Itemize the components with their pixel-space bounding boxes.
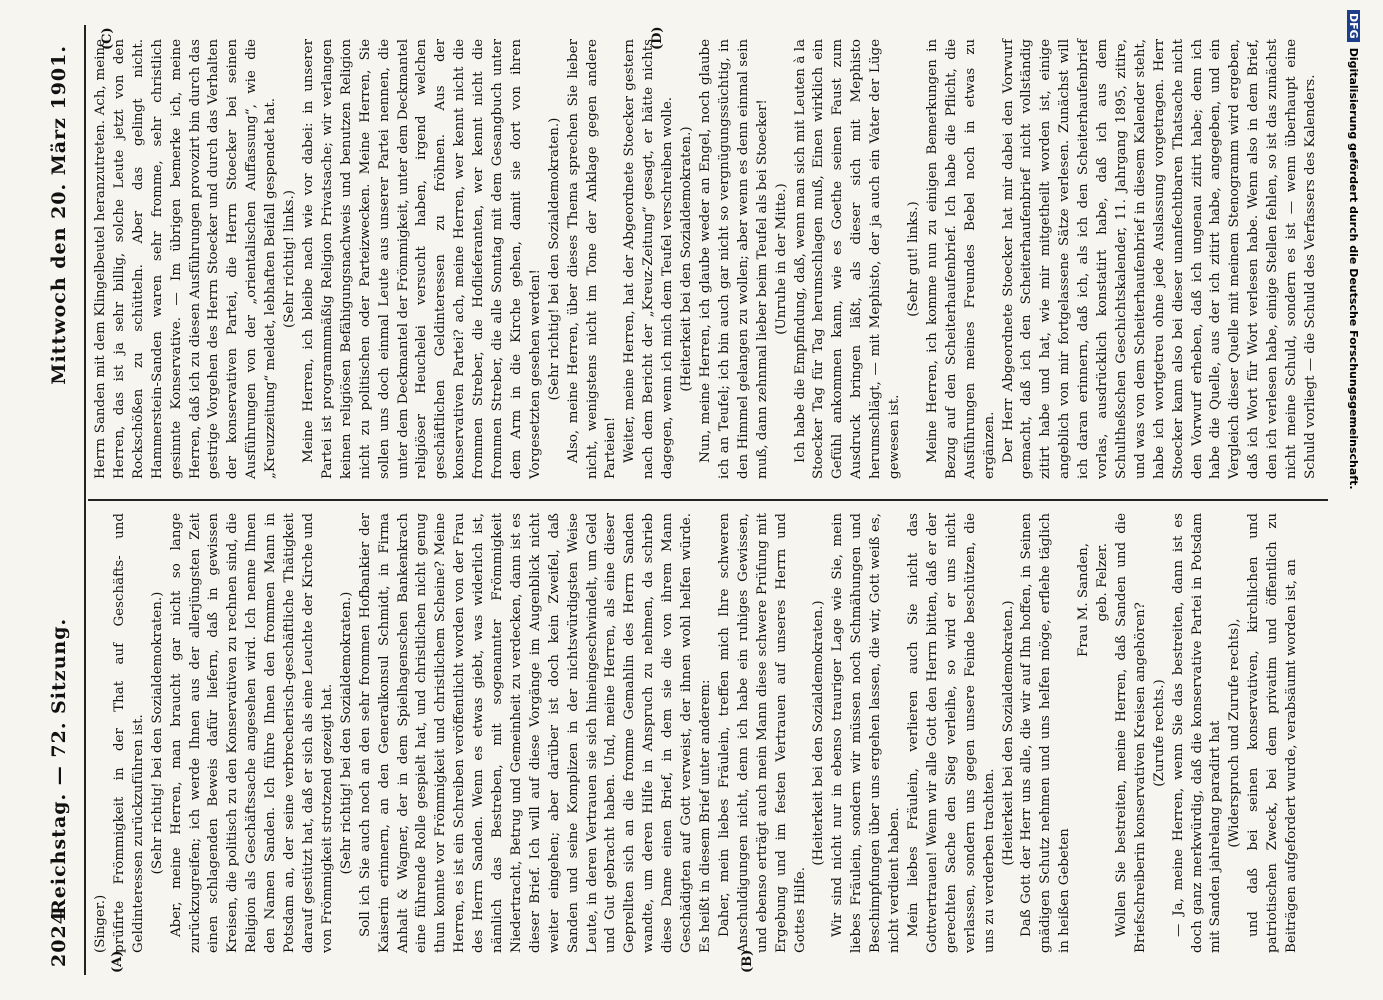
paragraph: — Ja, meine Herren, wenn Sie das bestreiten, dann ist es doch ganz merkwürdig, daß die konservative Partei in Potsdam mit Sanden jahrelang paradirt hat <box>1170 513 1224 953</box>
paragraph: Mein liebes Fräulein, verlieren auch Sie nicht das Gottvertrauen! Wenn wir alle Gott den Herrn bitten, daß er der gerechten Sache den Sieg verleihe, so wird er uns nicht verlassen, sondern uns gegen unsere Feinde beschützen, die uns zu verderben trachten. <box>905 513 997 953</box>
paragraph: Weiter, meine Herren, hat der Abgeordnete Stoecker gestern nach dem Bericht der „Kreuz-Zeitung“ gesagt, er hätte nichts dagegen, wenn ich mich dem Teufel verschreiben wolle. <box>622 39 676 479</box>
left-column <box>92 513 1302 953</box>
credit-text: Digitalisierung gefördert durch die Deutsche Forschungsgemeinschaft. <box>1347 47 1360 490</box>
paragraph: geb. Felzer. <box>1095 543 1111 622</box>
header-date: Mittwoch den 20. März 1901. <box>48 45 70 385</box>
stage-direction: (Sehr richtig! bei den Sozialdemokraten.) <box>338 591 354 875</box>
paragraph: Aber, meine Herren, man braucht gar nicht so lange zurückzugreifen; ich werde Ihnen aus der allerjüngsten Zeit einen schlagenden Beweis dafür liefern, daß in gewissen Kreisen, die politisch zu den Konservativen zu rechnen sind, die Religion als Geschäftssache angesehen wird. Ich nenne Ihnen den Namen Sanden. Ich führe Ihnen den frommen Mann in Potsdam an, der seine verbrecherisch-geschäftliche Thätigkeit darauf gestützt hat, daß er sich als eine Leuchte der Kirche und von Frömmigkeit strotzend gezeigt hat. <box>168 513 335 953</box>
page-number: 2024 <box>48 910 70 967</box>
paragraph: Wir sind nicht nur in ebenso trauriger Lage wie Sie, mein liebes Fräulein, sondern wir müssen noch Schmähungen und Beschimpfungen über uns ergehen lassen, die wir, Gott weiß es, nicht verdient haben. <box>830 513 903 953</box>
paragraph: Also, meine Herren, über dieses Thema sprechen Sie lieber nicht, wenigstens nicht im Tone der Anklage gegen andere Parteien! <box>565 39 619 479</box>
marker-b: (B) <box>740 949 755 973</box>
paragraph: prüfirte Frömmigkeit in der That auf Geschäfts- und Geldinteressen zurückzuführen ist. <box>111 513 146 953</box>
rotated-page-content <box>40 25 1340 975</box>
paragraph: Der Herr Abgeordnete Stoecker hat mir dabei den Vorwurf gemacht, daß ich den Scheiterhaufenbrief nicht vollständig zitirt habe und hat, wie mir mitgetheilt worden ist, einige angeblich von mir fortgelassene Sätze verlesen. Zunächst will ich daran erinnern, daß ich, als ich den Scheiterhaufenbrief vorlas, ausdrücklich konstatirt habe, daß ich aus dem Schultheßschen Geschichtskalender, 11. Jahrgang 1895, zitire, und was von dem Scheiterhaufenbrief in diesem Kalender steht, habe ich wortgetreu ohne jede Auslassung vorgetragen. Herr Stoecker kann also bei dieser unanfechtbaren Thatsache nicht den Vorwurf erheben, daß ich ungenau zitirt habe; denn ich habe die Quelle, aus der ich zitirt habe, angegeben, und ein Vergleich dieser Quelle mit meinem Stenogramm wird ergeben, daß ich Wort für Wort verlesen habe. Wenn also in dem Brief, den ich verlesen habe, einige Stellen fehlen, so ist das zunächst nicht meine Schuld, sondern es ist — wenn überhaupt eine Schuld vorliegt — die Schuld des Verfassers des Kalenders. <box>1000 39 1318 479</box>
paragraph: Frau M. Sanden, <box>1076 543 1092 657</box>
paragraph: und daß bei seinen konservativen, kirchlichen und patriotischen Zweck, bei dem privatim und öffentlich zu Beiträgen aufgefordert wurde, verabsäumt worden ist, an <box>1246 513 1300 953</box>
paragraph: Meine Herren, ich komme nun zu einigen Bemerkungen in Bezug auf den Scheiterhaufenbrief. Ich habe die Pflicht, die Ausführungen meines Freundes Bebel noch in etwas zu ergänzen. <box>924 39 997 479</box>
right-column <box>92 39 1321 479</box>
paragraph: (Singer.) <box>93 894 108 953</box>
stage-direction: (Sehr gut! links.) <box>905 201 921 317</box>
page-header <box>40 25 80 975</box>
stage-direction: (Widerspruch und Zurufe rechts), <box>1227 618 1243 848</box>
paragraph: Herrn Sanden mit dem Klingelbeutel heranzutreten. Ach, meine Herren, das ist ja sehr billig, solche Leute jetzt von den Rockschößen zu schütteln. Aber das gelingt nicht. Hammerstein-Sanden waren sehr fromme, sehr christlich gesinnte Konservative. — Im übrigen bemerke ich, meine Herren, daß ich zu diesen Ausführungen provozirt bin durch das gestrige Vorgehen des Herrn Stoecker und durch das Verhalten der konservativen Partei, die Herrn Stoecker bei seinen Ausführungen von der „orientalischen Auffassung“, wie die „Kreuzzeitung“ meldet, lebhaften Beifall gespendet hat. <box>93 39 279 479</box>
paragraph: Meine Herren, ich bleibe nach wie vor dabei: in unserer Partei ist programmmäßig Religion Privatsache; wir verlangen keinen religiösen Befähigungsnachweis und benutzen Religion nicht zu politischen oder Parteizwecken. Meine Herren, Sie sollen uns doch einmal Leute aus unserer Partei nennen, die unter dem Deckmantel der Frömmigkeit, unter dem Deckmantel religiöser Heuchelei versucht haben, irgend welchen geschäftlichen Geldinteressen zu fröhnen. Aus der konservativen Partei? ach, meine Herren, wer kennt nicht die frommen Streber, die Hoflieferanten, wer kennt nicht die frommen Streber, die alle Sonntag mit dem Gesangbuch unter dem Arm in die Kirche gehen, damit sie dort von ihren Vorgesetzten gesehen werden! <box>300 39 543 479</box>
digitization-credit <box>1344 10 1360 990</box>
dfg-logo: DFG <box>1347 10 1360 42</box>
paragraph: Nun, meine Herren, ich glaube weder an Engel, noch glaube ich an Teufel; ich bin auch gar nicht so vergnügungssüchtig, in den Himmel gelangen zu wollen; aber wenn es denn einmal sein muß, dann zehnmal lieber beim Teufel als bei Stoecker! <box>698 39 770 479</box>
header-rule <box>84 25 86 975</box>
stage-direction: (Unruhe in der Mitte.) <box>773 183 789 335</box>
paragraph: Daß Gott der Herr uns alle, die wir auf Ihn hoffen, in Seinen gnädigen Schutz nehmen und uns helfen möge, erflehe täglich in heißen Gebeten <box>1019 513 1073 953</box>
paragraph: Soll ich Sie auch noch an den sehr frommen Hofbankier der Kaiserin erinnern, an den Generalkonsul Schmidt, in Firma Anhalt & Wagner, der in dem Spielhagenschen Bankenkrach eine führende Rolle gespielt hat, und christlichen nicht genug thun konnte vor Frömmigkeit und christlichem Scheine? Meine Herren, es ist ein Schreiben veröffentlicht worden von der Frau des Herrn Sanden. Wenn es etwas giebt, was widerlich ist, nämlich das Bestreben, mit sogenannter Frömmigkeit Niedertracht, Betrug und Gemeinheit zu verdecken, dann ist es dieser Brief. Ich will auf diese Vorgänge im Augenblick nicht weiter eingehen; aber darüber ist doch kein Zweifel, daß Sanden und seine Komplizen in der nichtswürdigsten Weise Leute, in deren Vertrauen sie sich hineingeschwindelt, um Geld und Gut gebracht haben. Und, meine Herren, als eine dieser Geprellten sich an die fromme Gemahlin des Herrn Sanden wandte, um deren Hilfe in Anspruch zu nehmen, da schrieb diese Dame einen Brief, in dem sie die von ihrem Mann Geschädigten auf Gott verweist, der ihnen wohl helfen würde. Es heißt in diesem Brief unter anderem: <box>357 513 713 953</box>
marker-a: (A) <box>110 950 125 973</box>
header-session: Reichstag. — 72. Sitzung. <box>48 617 70 915</box>
paragraph: Wollen Sie bestreiten, meine Herren, daß Sanden und die Briefschreiberin konservativen Kreisen angehören? <box>1113 513 1148 953</box>
marker-d: (D) <box>650 26 665 50</box>
stage-direction: (Sehr richtig! bei den Sozialdemokraten.) <box>546 117 562 401</box>
paragraph: Ich habe die Empfindung, daß, wenn man sich mit Leuten à la Stoecker Tag für Tag herumschlagen muß, Einen wirklich ein Gefühl ankommen kann, wie es Goethe seinen Faust zum Ausdruck bringen läßt, als dieser sich mit Mephisto herumschlägt, — mit Mephisto, der ja auch ein Vater der Lüge gewesen ist. <box>792 39 903 479</box>
stage-direction: (Zurufe rechts.) <box>1151 679 1167 787</box>
marker-c: (C) <box>100 27 115 50</box>
paragraph: Daher, mein liebes Fräulein, treffen mich Ihre schweren Anschuldigungen nicht, denn ich habe ein ruhiges Gewissen, und ebenso erträgt auch mein Mann diese schwere Prüfung mit Ergebung und im festen Vertrauen auf unseres Herrn und Gottes Hilfe. <box>716 513 808 953</box>
column-divider <box>88 499 1328 501</box>
stage-direction: (Heiterkeit bei den Sozialdemokraten.) <box>1000 600 1016 866</box>
stage-direction: (Heiterkeit bei den Sozialdemokraten.) <box>679 126 695 392</box>
stage-direction: (Sehr richtig! bei den Sozialdemokraten.) <box>149 591 165 875</box>
stage-direction: (Heiterkeit bei den Sozialdemokraten.) <box>811 600 827 866</box>
stage-direction: (Sehr richtig! links.) <box>282 190 298 328</box>
